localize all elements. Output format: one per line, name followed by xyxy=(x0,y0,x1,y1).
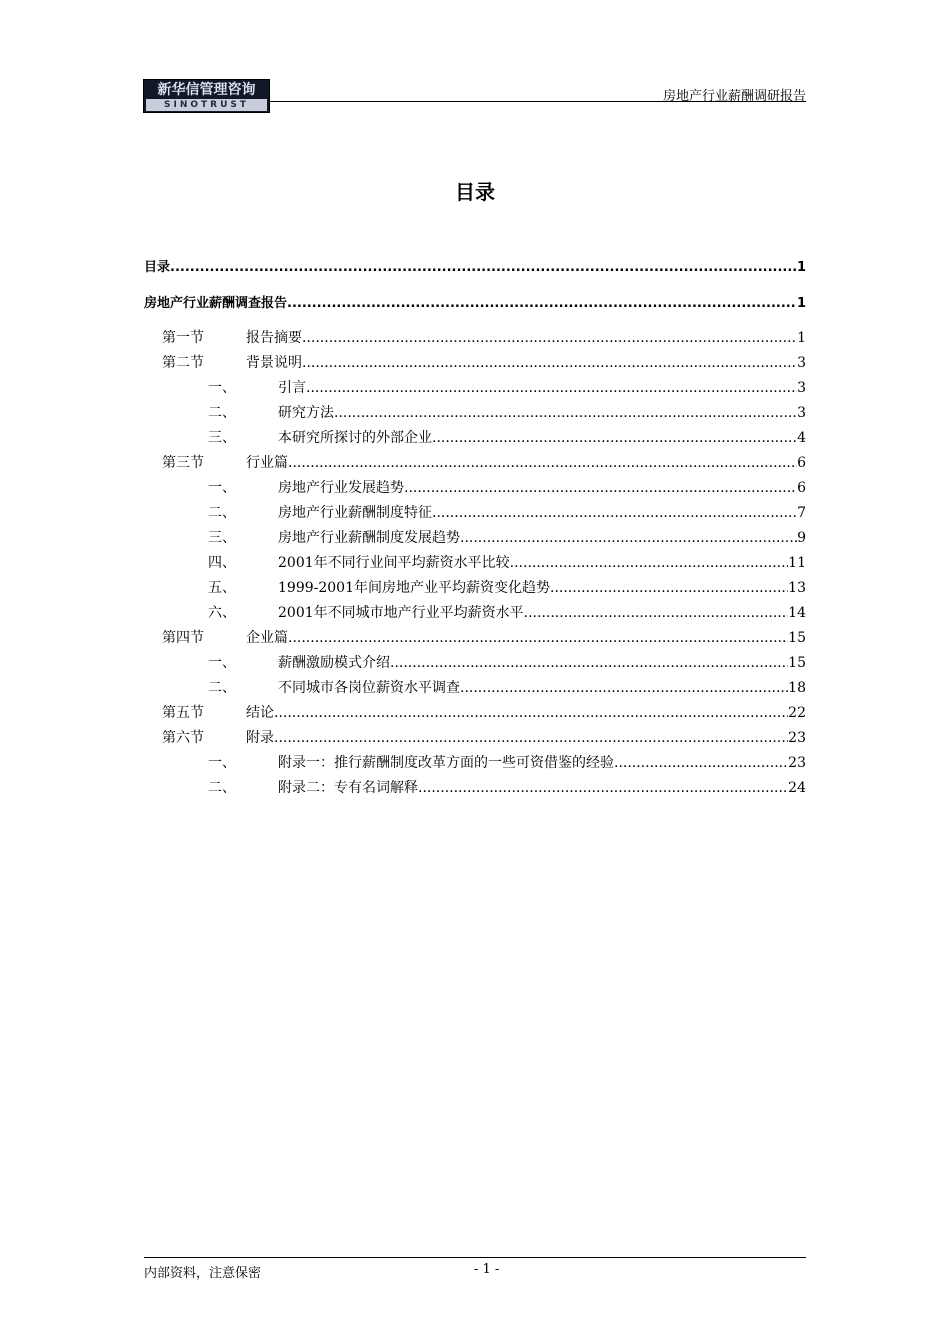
page-title: 目录 xyxy=(455,180,495,204)
toc-entry[interactable] xyxy=(144,554,806,572)
toc-entry-text: 背景说明 xyxy=(246,355,302,371)
toc-entry-page: 22 xyxy=(788,705,806,721)
toc-leader-dots xyxy=(524,604,789,622)
toc-entry-text: 行业篇 xyxy=(246,455,288,471)
toc-entry-number: 二、 xyxy=(208,780,236,796)
toc-entry-number: 六、 xyxy=(208,605,236,621)
toc-leader-dots xyxy=(287,295,797,313)
toc-leader-dots xyxy=(460,529,797,547)
toc-entry[interactable] xyxy=(144,729,806,747)
toc-entry[interactable] xyxy=(144,295,806,313)
toc-entry[interactable] xyxy=(144,479,806,497)
header-title: 房地产行业薪酬调研报告 xyxy=(662,89,806,104)
toc-entry-page: 3 xyxy=(797,380,806,396)
toc-leader-dots xyxy=(432,504,797,522)
toc-entry-number: 四、 xyxy=(208,555,236,571)
footer-page-number: - 1 - xyxy=(474,1262,500,1277)
toc-leader-dots xyxy=(432,429,797,447)
toc-entry-text: 企业篇 xyxy=(246,630,288,646)
toc-entry-number: 第六节 xyxy=(162,730,204,746)
toc-entry[interactable] xyxy=(144,429,806,447)
toc-leader-dots xyxy=(302,354,797,372)
toc-entry[interactable] xyxy=(144,259,806,277)
toc-entry[interactable] xyxy=(144,654,806,672)
header-divider xyxy=(270,101,806,102)
toc-leader-dots xyxy=(170,259,797,277)
toc-entry-page: 9 xyxy=(797,530,806,546)
toc-entry[interactable] xyxy=(144,579,806,597)
company-logo xyxy=(143,79,270,113)
footer-divider xyxy=(144,1257,806,1258)
toc-entry-page: 15 xyxy=(788,630,806,646)
toc-entry-number: 一、 xyxy=(208,755,236,771)
toc-entry-page: 23 xyxy=(788,755,806,771)
toc-entry-text: 附录一：推行薪酬制度改革方面的一些可资借鉴的经验 xyxy=(278,755,614,771)
footer-confidential-note: 内部资料，注意保密 xyxy=(144,1266,262,1281)
toc-leader-dots xyxy=(288,629,788,647)
toc-entry[interactable] xyxy=(144,529,806,547)
toc-entry[interactable] xyxy=(144,704,806,722)
toc-entry[interactable] xyxy=(144,629,806,647)
toc-entry-text: 目录 xyxy=(144,260,171,275)
toc-entry-text: 薪酬激励模式介绍 xyxy=(278,655,390,671)
toc-leader-dots xyxy=(306,379,797,397)
toc-entry-text: 本研究所探讨的外部企业 xyxy=(278,430,432,446)
toc-entry-number: 二、 xyxy=(208,680,236,696)
toc-leader-dots xyxy=(404,479,797,497)
toc-leader-dots xyxy=(302,329,797,347)
toc-entry-number: 二、 xyxy=(208,505,236,521)
toc-entry-text: 房地产行业薪酬制度发展趋势 xyxy=(278,530,460,546)
toc-leader-dots xyxy=(614,754,788,772)
toc-entry-text: 研究方法 xyxy=(278,405,334,421)
toc-entry-text: 引言 xyxy=(278,380,306,396)
toc-entry-text: 房地产行业薪酬制度特征 xyxy=(278,505,432,521)
toc-entry-page: 1 xyxy=(797,330,806,346)
toc-entry-page: 15 xyxy=(788,655,806,671)
logo-english-text: SINOTRUST xyxy=(146,99,267,111)
logo-chinese-text: 新华信管理咨询 xyxy=(157,82,256,98)
toc-entry-page: 11 xyxy=(788,555,806,571)
toc-entry-page: 7 xyxy=(797,505,806,521)
toc-entry-page: 4 xyxy=(797,430,806,446)
toc-entry-page: 23 xyxy=(788,730,806,746)
toc-leader-dots xyxy=(550,579,788,597)
toc-entry-page: 1 xyxy=(796,296,806,311)
toc-entry-text: 1999-2001年间房地产业平均薪资变化趋势 xyxy=(278,580,550,596)
toc-entry[interactable] xyxy=(144,404,806,422)
toc-leader-dots xyxy=(418,779,788,797)
toc-entry-number: 第五节 xyxy=(162,705,204,721)
toc-entry-number: 第四节 xyxy=(162,630,204,646)
toc-entry-number: 一、 xyxy=(208,480,236,496)
toc-entry[interactable] xyxy=(144,604,806,622)
toc-entry-page: 24 xyxy=(788,780,806,796)
toc-entry-text: 房地产行业发展趋势 xyxy=(278,480,404,496)
toc-entry-number: 一、 xyxy=(208,380,236,396)
toc-leader-dots xyxy=(288,454,797,472)
toc-entry-text: 房地产行业薪酬调查报告 xyxy=(144,296,288,311)
toc-entry[interactable] xyxy=(144,354,806,372)
toc-entry-text: 报告摘要 xyxy=(246,330,302,346)
toc-entry[interactable] xyxy=(144,679,806,697)
toc-entry-number: 三、 xyxy=(208,530,236,546)
toc-entry-number: 一、 xyxy=(208,655,236,671)
toc-entry-page: 3 xyxy=(797,355,806,371)
toc-entry[interactable] xyxy=(144,504,806,522)
toc-entry[interactable] xyxy=(144,779,806,797)
toc-entry-number: 第一节 xyxy=(162,330,204,346)
toc-entry-text: 2001年不同行业间平均薪资水平比较 xyxy=(278,555,510,571)
toc-leader-dots xyxy=(390,654,788,672)
toc-entry-number: 第二节 xyxy=(162,355,204,371)
toc-entry-number: 三、 xyxy=(208,430,236,446)
toc-entry-text: 结论 xyxy=(246,705,274,721)
toc-entry-number: 二、 xyxy=(208,405,236,421)
toc-leader-dots xyxy=(274,704,788,722)
toc-entry-page: 6 xyxy=(797,480,806,496)
toc-entry[interactable] xyxy=(144,754,806,772)
toc-leader-dots xyxy=(334,404,797,422)
toc-entry-page: 1 xyxy=(796,260,806,275)
toc-entry-page: 14 xyxy=(788,605,806,621)
toc-entry-number: 第三节 xyxy=(162,455,204,471)
toc-entry-text: 附录 xyxy=(246,730,274,746)
toc-entry-text: 2001年不同城市地产行业平均薪资水平 xyxy=(278,605,524,621)
toc-entry-text: 不同城市各岗位薪资水平调查 xyxy=(278,680,460,696)
toc-entry-page: 18 xyxy=(788,680,806,696)
toc-entry-page: 6 xyxy=(797,455,806,471)
toc-entry-number: 五、 xyxy=(208,580,236,596)
toc-leader-dots xyxy=(460,679,788,697)
toc-leader-dots xyxy=(274,729,788,747)
toc-entry-page: 3 xyxy=(797,405,806,421)
toc-entry[interactable] xyxy=(144,454,806,472)
toc-entry[interactable] xyxy=(144,329,806,347)
toc-entry[interactable] xyxy=(144,379,806,397)
toc-leader-dots xyxy=(510,554,789,572)
toc-entry-text: 附录二：专有名词解释 xyxy=(278,780,418,796)
toc-entry-page: 13 xyxy=(788,580,806,596)
